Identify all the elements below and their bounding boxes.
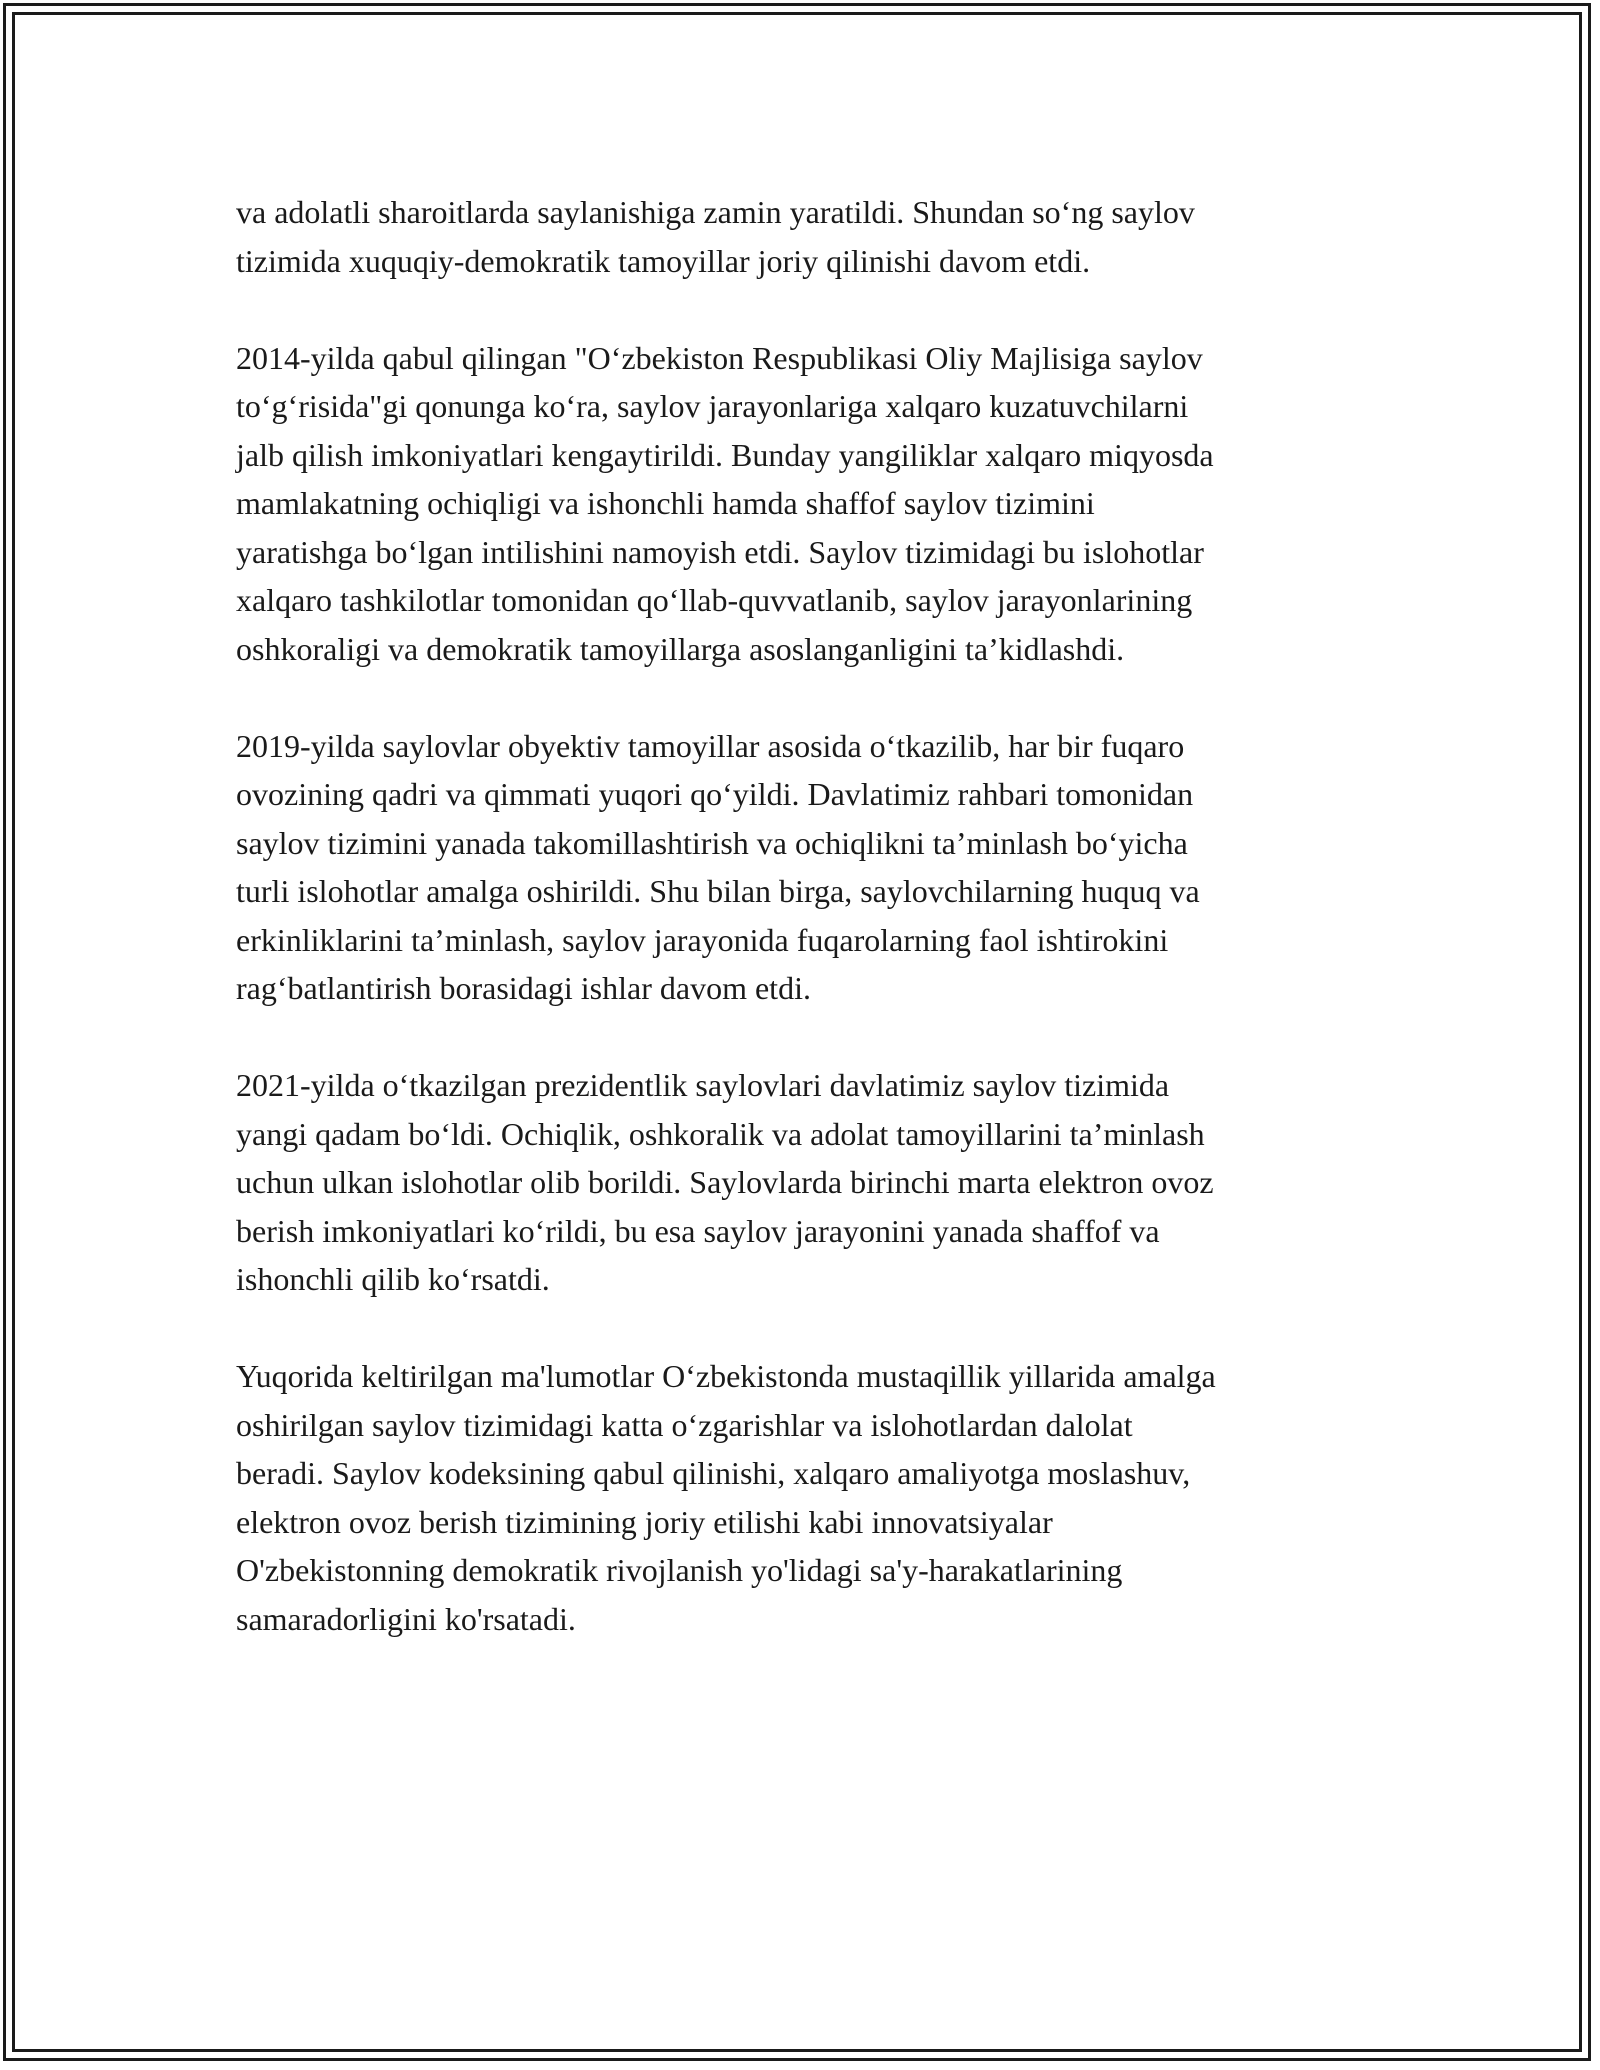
text-line: yangi qadam bo‘ldi. Ochiqlik, oshkoralik va adolat tamoyillarini ta’minlash (236, 1115, 1205, 1152)
text-line: saylov tizimini yanada takomillashtirish va ochiqlikni ta’minlash bo‘yicha (236, 824, 1188, 861)
text-line: 2014-yilda qabul qilingan "O‘zbekiston Respublikasi Oliy Majlisiga saylov (236, 339, 1203, 376)
text-line: 2021-yilda o‘tkazilgan prezidentlik saylovlari davlatimiz saylov tizimida (236, 1067, 1170, 1103)
text-line: yaratishga bo‘lgan intilishini namoyish etdi. Saylov tizimidagi bu islohotlar (236, 533, 1204, 570)
text-line: ovozining qadri va qimmati yuqori qo‘yildi. Davlatimiz rahbari tomonidan (236, 776, 1194, 812)
text-line: O'zbekistonning demokratik rivojlanish yo'lidagi sa'y-harakatlarining (236, 1552, 1123, 1588)
text-line: berish imkoniyatlari ko‘rildi, bu esa saylov jarayonini yanada shaffof va (236, 1212, 1160, 1249)
paragraph-1 (236, 188, 1366, 285)
text-line: 2019-yilda saylovlar obyektiv tamoyillar asosida o‘tkazilib, har bir fuqaro (236, 727, 1185, 764)
text-line: va adolatli sharoitlarda saylanishiga zamin yaratildi. Shundan so‘ng saylov (236, 194, 1195, 230)
text-line: samaradorligini ko'rsatadi. (236, 1600, 576, 1637)
text-line: oshkoraligi va demokratik tamoyillarga asoslanganligini ta’kidlashdi. (236, 630, 1125, 667)
text-line: to‘g‘risida"gi qonunga ko‘ra, saylov jarayonlariga xalqaro kuzatuvchilarni (236, 388, 1189, 424)
paragraph-4 (236, 1061, 1366, 1304)
text-line: elektron ovoz berish tizimining joriy etilishi kabi innovatsiyalar (236, 1503, 1053, 1540)
text-line: rag‘batlantirish borasidagi ishlar davom etdi. (236, 970, 811, 1006)
text-line: Yuqorida keltirilgan ma'lumotlar O‘zbekistonda mustaqillik yillarida amalga (236, 1358, 1216, 1394)
text-line: xalqaro tashkilotlar tomonidan qo‘llab-quvvatlanib, saylov jarayonlarining (236, 582, 1193, 618)
text-line: beradi. Saylov kodeksining qabul qilinishi, xalqaro amaliyotga moslashuv, (236, 1455, 1191, 1491)
text-line: turli islohotlar amalga oshirildi. Shu bilan birga, saylovchilarning huquq va (236, 873, 1200, 909)
text-line: tizimida xuquqiy-demokratik tamoyillar joriy qilinishi davom etdi. (236, 242, 1091, 279)
text-line: oshirilgan saylov tizimidagi katta o‘zgarishlar va islohotlardan dalolat (236, 1406, 1133, 1443)
paragraph-5 (236, 1352, 1366, 1643)
document-body (236, 188, 1366, 1692)
text-line: mamlakatning ochiqligi va ishonchli hamda shaffof saylov tizimini (236, 485, 1095, 521)
text-line: ishonchli qilib ko‘rsatdi. (236, 1261, 550, 1297)
text-line: erkinliklarini ta’minlash, saylov jarayonida fuqarolarning faol ishtirokini (236, 921, 1169, 958)
text-line: uchun ulkan islohotlar olib borildi. Saylovlarda birinchi marta elektron ovoz (236, 1164, 1214, 1200)
paragraph-3 (236, 722, 1366, 1013)
text-line: jalb qilish imkoniyatlari kengaytirildi. Bunday yangiliklar xalqaro miqyosda (236, 436, 1214, 473)
paragraph-2 (236, 334, 1366, 674)
